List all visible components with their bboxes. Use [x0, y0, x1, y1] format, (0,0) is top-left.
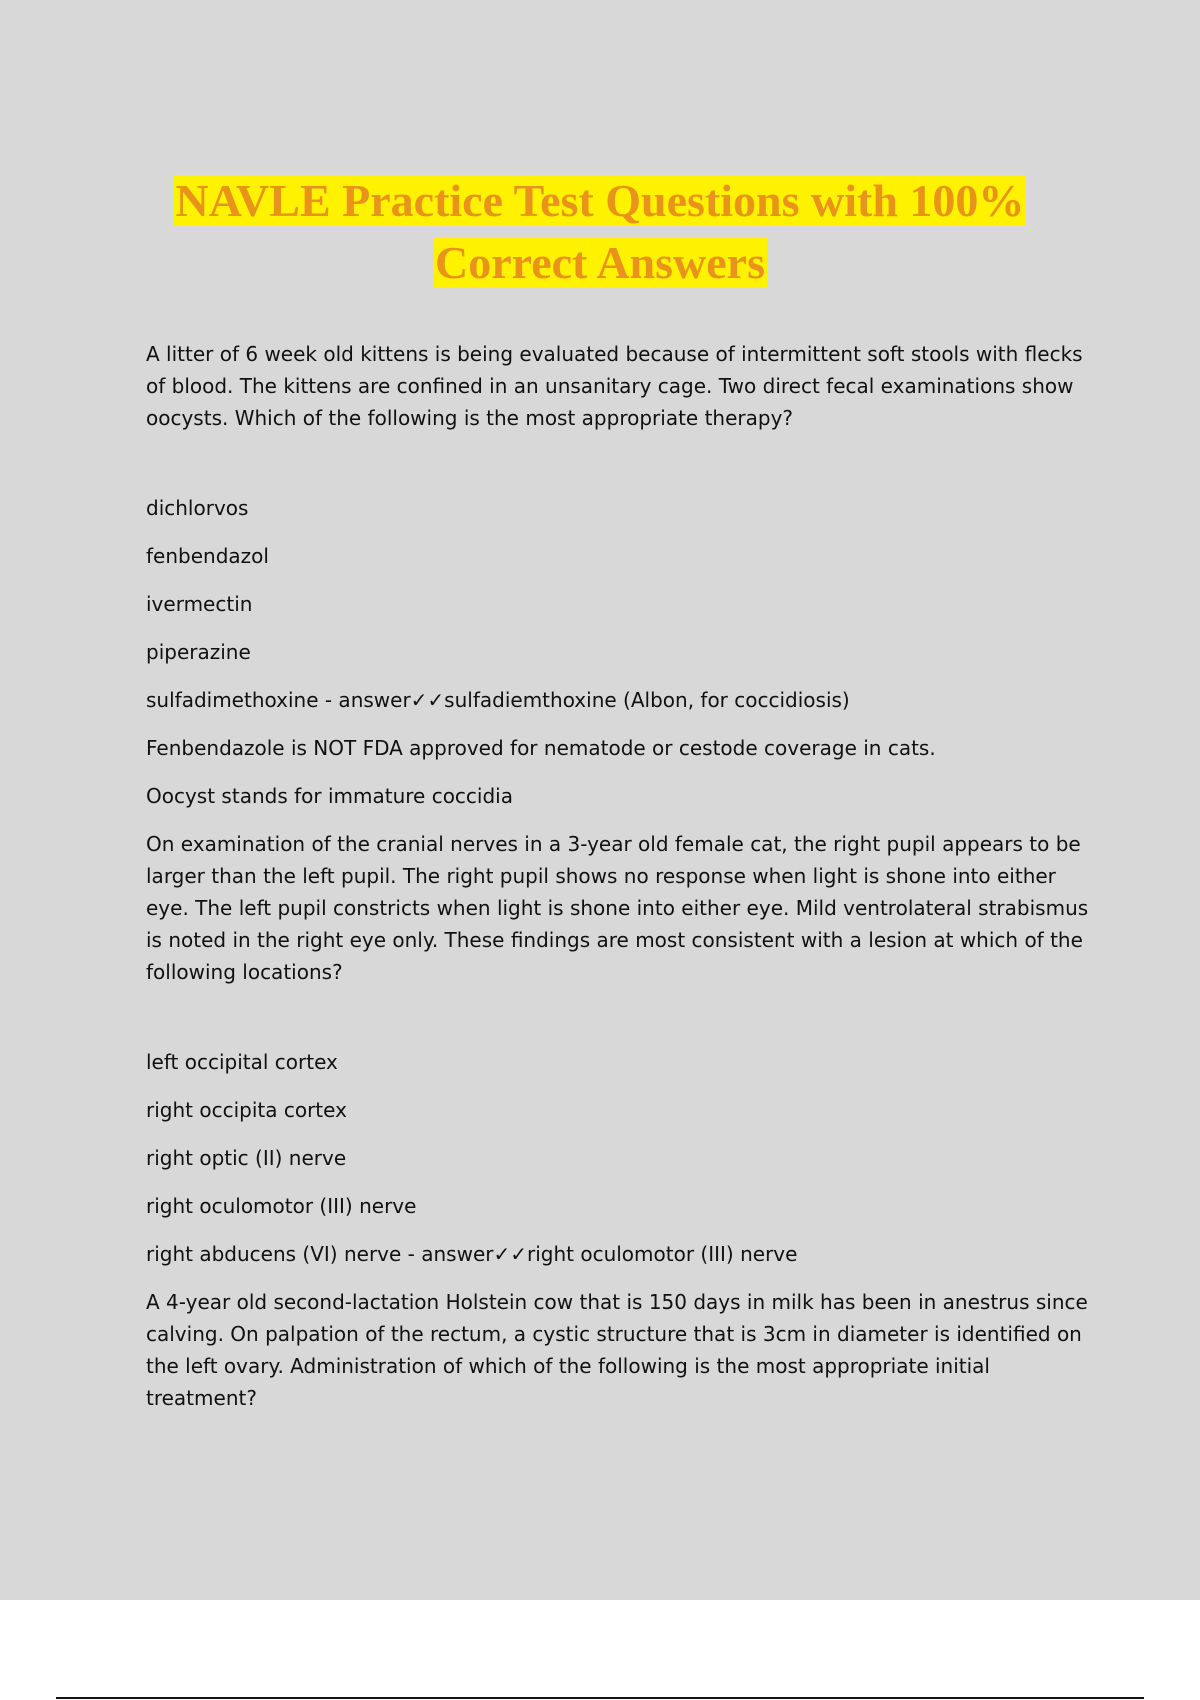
explanation-note: Oocyst stands for immature coccidia — [146, 784, 513, 808]
page-divider — [56, 1697, 1144, 1699]
answer-option: ivermectin — [146, 592, 253, 616]
answer-option: piperazine — [146, 640, 251, 664]
answer-option-with-answer: sulfadimethoxine - answer✓✓sulfadiemthoxine (Albon, for coccidiosis) — [146, 688, 850, 712]
answer-option: right occipita cortex — [146, 1098, 347, 1122]
answer-option-with-answer: right abducens (VI) nerve - answer✓✓right oculomotor (III) nerve — [146, 1242, 798, 1266]
answer-option: dichlorvos — [146, 496, 249, 520]
document-title — [0, 170, 1200, 294]
question-text: A 4-year old second-lactation Holstein cow that is 150 days in milk has been in anestrus since calving. On palpation of the rectum, a cystic structure that is 3cm in diameter is identified on the left ovary. Administration of which of the following is the most appropriate initial treatment? — [146, 1290, 1088, 1410]
question-text: A litter of 6 week old kittens is being evaluated because of intermittent soft stools with flecks of blood. The kittens are confined in an unsanitary cage. Two direct fecal examinations show oocysts. Which of the following is the most appropriate therapy? — [146, 342, 1083, 430]
answer-option: fenbendazol — [146, 544, 269, 568]
answer-option: right optic (II) nerve — [146, 1146, 347, 1170]
title-line-2: Correct Answers — [435, 237, 765, 288]
explanation-note: Fenbendazole is NOT FDA approved for nematode or cestode coverage in cats. — [146, 736, 936, 760]
document-body — [146, 338, 1096, 1430]
answer-option: left occipital cortex — [146, 1050, 338, 1074]
answer-option: right oculomotor (III) nerve — [146, 1194, 417, 1218]
title-line-1: NAVLE Practice Test Questions with 100% — [175, 175, 1025, 226]
question-text: On examination of the cranial nerves in a 3-year old female cat, the right pupil appears to be larger than the left pupil. The right pupil shows no response when light is shone into either eye. The left pupil constricts when light is shone into either eye. Mild ventrolateral strabismus is noted in the right eye only. These findings are most consistent with a lesion at which of the following locations? — [146, 832, 1089, 984]
